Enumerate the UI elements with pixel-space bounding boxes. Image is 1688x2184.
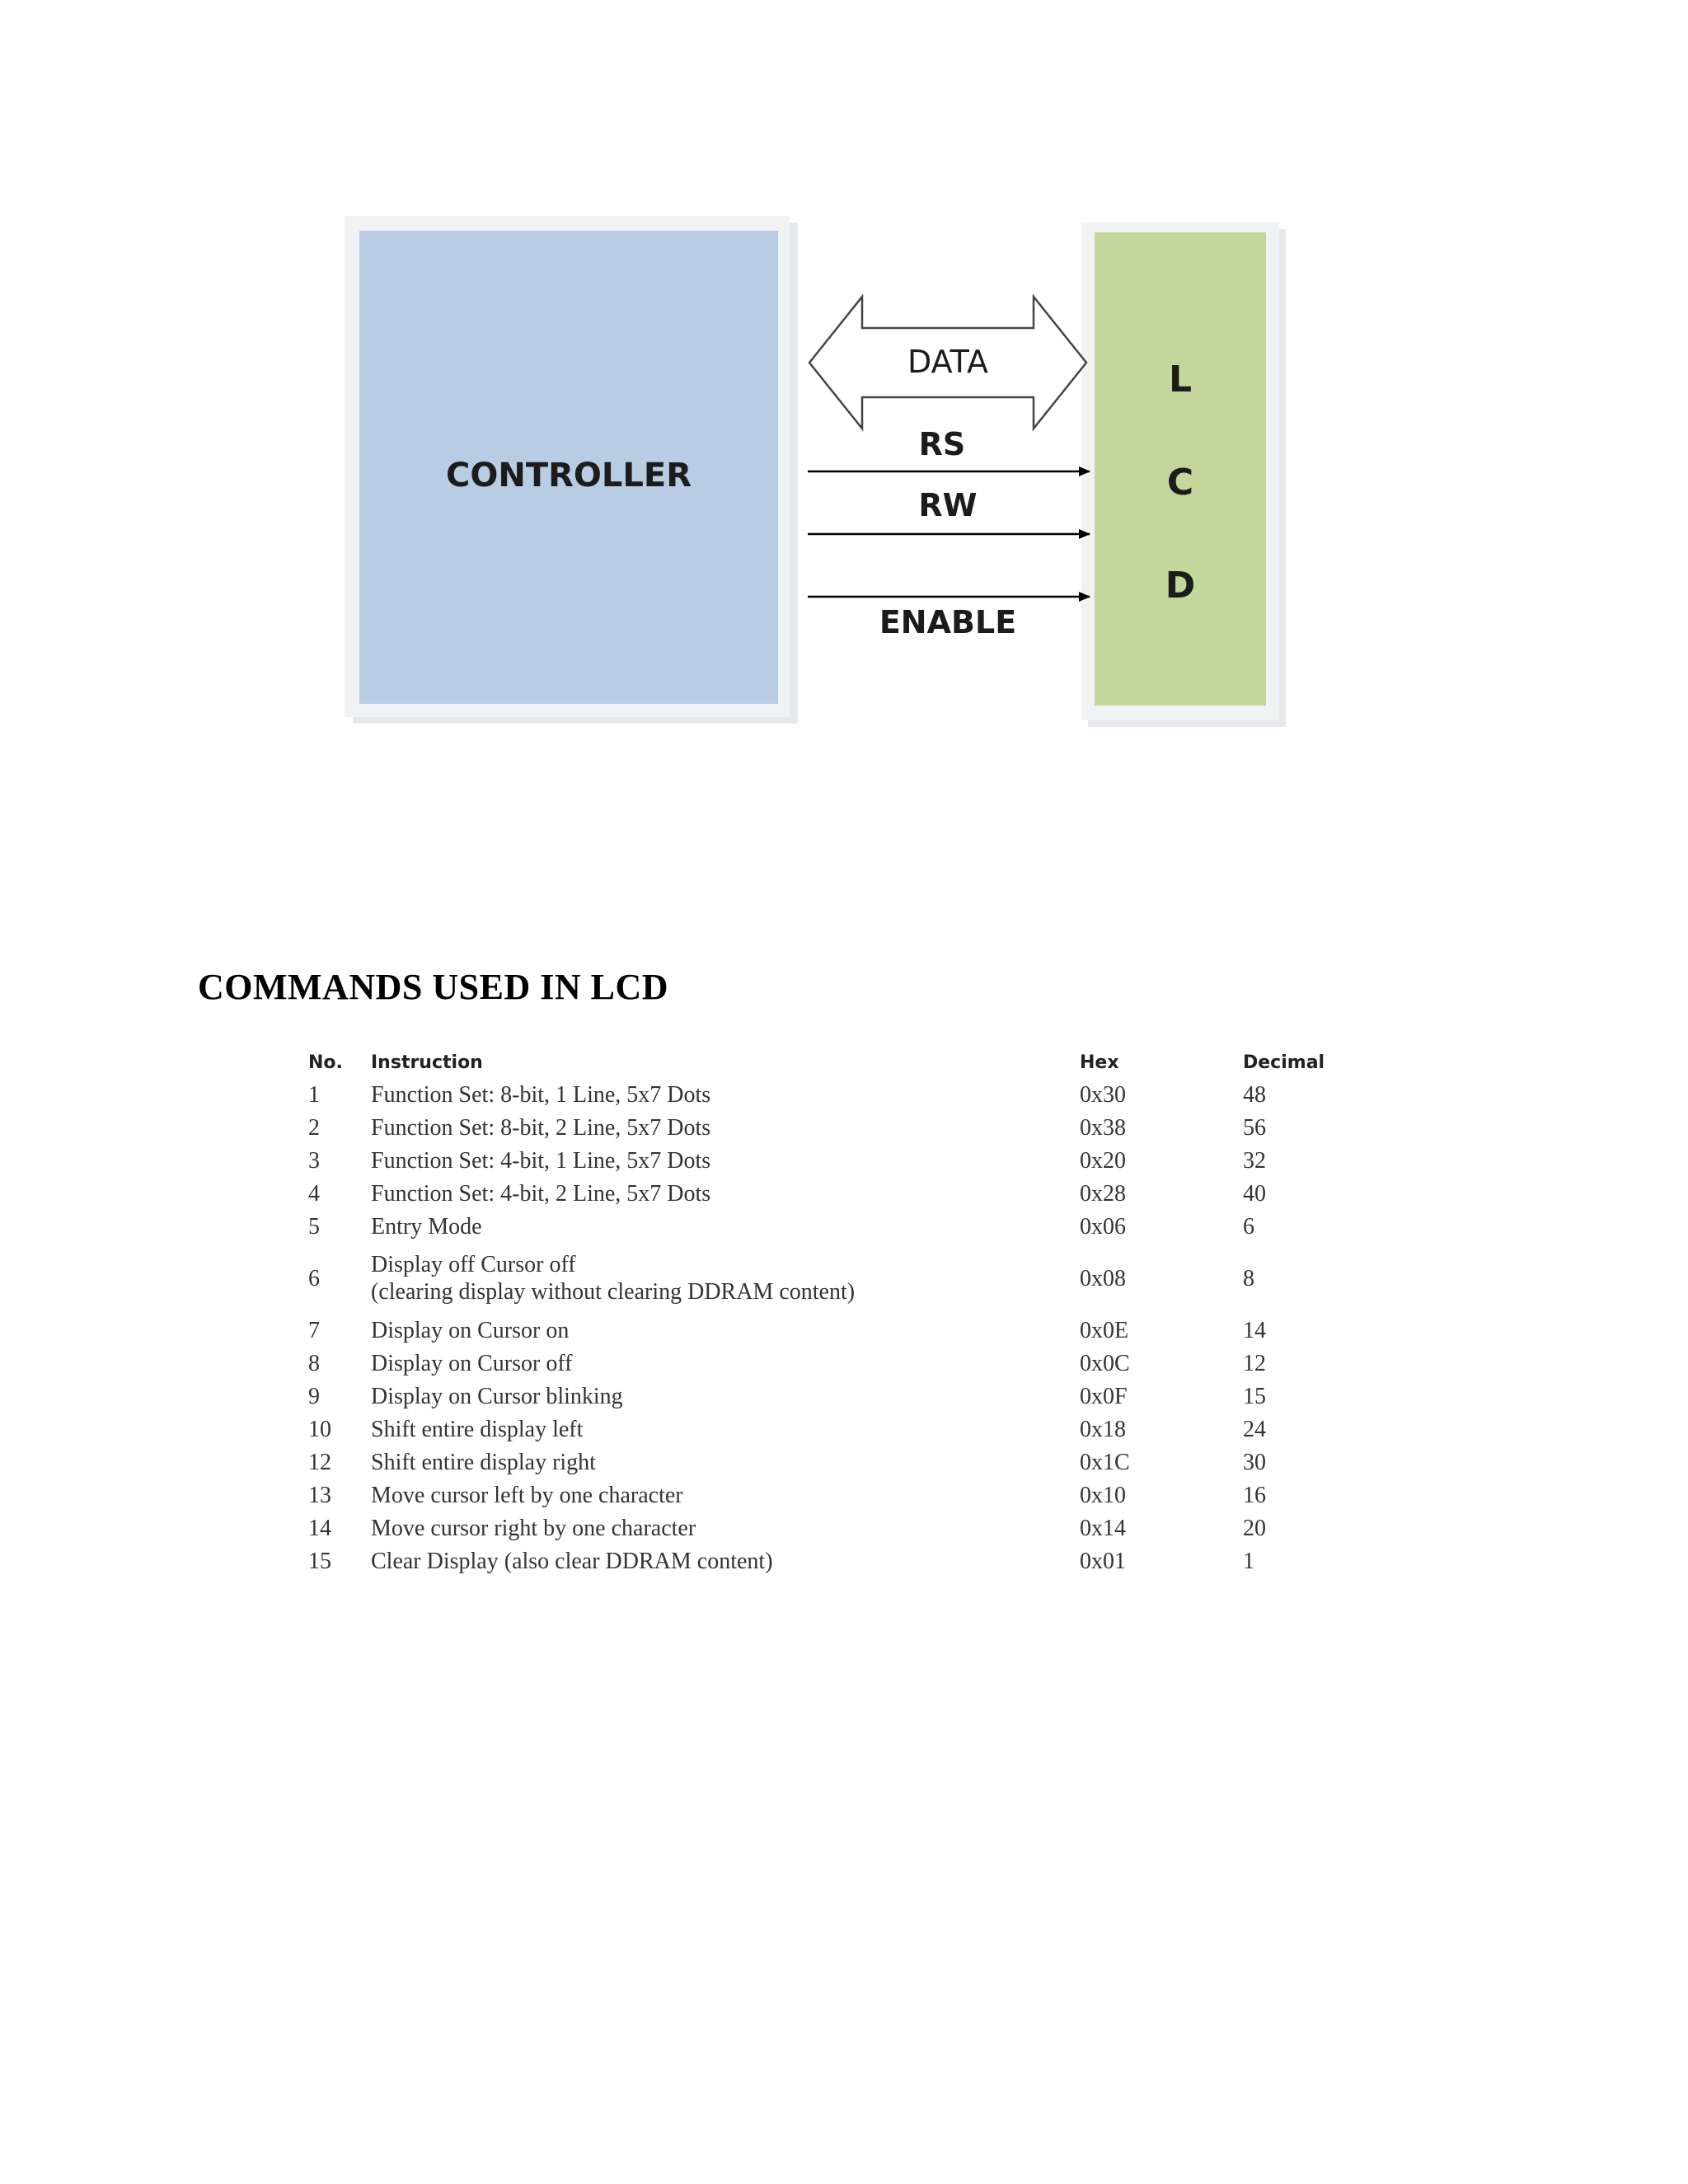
table-row bbox=[305, 1446, 1367, 1479]
table-row bbox=[305, 1144, 1367, 1177]
cell-decimal: 1 bbox=[1243, 1548, 1254, 1574]
cell-instruction: Display off Cursor off (clearing display without clearing DDRAM content) bbox=[371, 1252, 856, 1305]
table-row bbox=[305, 1177, 1367, 1210]
lcd-letter-l: L bbox=[1168, 359, 1193, 401]
cell-no: 3 bbox=[308, 1147, 320, 1174]
lcd-letter-c: C bbox=[1166, 462, 1194, 504]
cell-hex: 0x10 bbox=[1080, 1482, 1126, 1508]
cell-no: 7 bbox=[308, 1317, 320, 1343]
cell-decimal: 15 bbox=[1243, 1383, 1266, 1409]
cell-hex: 0x0F bbox=[1080, 1383, 1128, 1409]
cell-decimal: 30 bbox=[1243, 1449, 1266, 1475]
cell-no: 10 bbox=[308, 1416, 331, 1442]
cell-no: 12 bbox=[308, 1449, 331, 1475]
controller-label: CONTROLLER bbox=[445, 457, 692, 494]
header-hex: Hex bbox=[1080, 1052, 1119, 1073]
header-instruction: Instruction bbox=[371, 1052, 483, 1073]
cell-decimal: 32 bbox=[1243, 1147, 1266, 1174]
cell-instruction: Move cursor right by one character bbox=[371, 1515, 696, 1541]
cell-instruction: Function Set: 8-bit, 1 Line, 5x7 Dots bbox=[371, 1081, 711, 1108]
cell-hex: 0x18 bbox=[1080, 1416, 1126, 1442]
cell-hex: 0x20 bbox=[1080, 1147, 1126, 1174]
cell-hex: 0x08 bbox=[1080, 1265, 1126, 1291]
cell-hex: 0x0E bbox=[1080, 1317, 1129, 1343]
header-no: No. bbox=[308, 1052, 343, 1073]
cell-no: 14 bbox=[308, 1515, 331, 1541]
header-decimal: Decimal bbox=[1243, 1052, 1325, 1073]
table-row bbox=[305, 1111, 1367, 1144]
rw-label: RW bbox=[918, 487, 978, 523]
table-row bbox=[305, 1210, 1367, 1243]
cell-instruction: Display on Cursor off bbox=[371, 1350, 573, 1376]
cell-no: 15 bbox=[308, 1548, 331, 1574]
table-row bbox=[305, 1078, 1367, 1111]
commands-table bbox=[305, 1047, 1367, 1577]
cell-decimal: 48 bbox=[1243, 1081, 1266, 1108]
cell-decimal: 40 bbox=[1243, 1180, 1266, 1207]
cell-hex: 0x38 bbox=[1080, 1114, 1126, 1141]
table-row bbox=[305, 1511, 1367, 1544]
cell-decimal: 20 bbox=[1243, 1515, 1266, 1541]
cell-instruction: Function Set: 4-bit, 2 Line, 5x7 Dots bbox=[371, 1180, 711, 1207]
cell-decimal: 56 bbox=[1243, 1114, 1266, 1141]
table-row bbox=[305, 1479, 1367, 1511]
data-label: DATA bbox=[907, 344, 988, 380]
cell-hex: 0x0C bbox=[1080, 1350, 1130, 1376]
cell-instruction: Function Set: 4-bit, 1 Line, 5x7 Dots bbox=[371, 1147, 711, 1174]
table-row bbox=[305, 1413, 1367, 1446]
cell-hex: 0x30 bbox=[1080, 1081, 1126, 1108]
cell-no: 4 bbox=[308, 1180, 320, 1207]
cell-no: 1 bbox=[308, 1081, 320, 1108]
cell-no: 8 bbox=[308, 1350, 320, 1376]
cell-instruction: Display on Cursor on bbox=[371, 1317, 570, 1343]
cell-instruction: Shift entire display left bbox=[371, 1416, 584, 1442]
cell-instruction: Move cursor left by one character bbox=[371, 1482, 683, 1508]
controller-block bbox=[345, 216, 798, 724]
enable-label: ENABLE bbox=[879, 604, 1017, 640]
table-row bbox=[305, 1380, 1367, 1413]
cell-decimal: 8 bbox=[1243, 1265, 1254, 1291]
lcd-letter-d: D bbox=[1165, 565, 1196, 607]
cell-hex: 0x06 bbox=[1080, 1213, 1126, 1240]
table-row bbox=[305, 1314, 1367, 1347]
cell-instruction: Clear Display (also clear DDRAM content) bbox=[371, 1548, 773, 1574]
lcd-block bbox=[1081, 223, 1286, 727]
cell-instruction: Entry Mode bbox=[371, 1213, 482, 1240]
cell-hex: 0x28 bbox=[1080, 1180, 1126, 1207]
rs-label: RS bbox=[918, 426, 966, 462]
cell-instruction: Shift entire display right bbox=[371, 1449, 596, 1475]
cell-no: 2 bbox=[308, 1114, 320, 1141]
cell-instruction: Function Set: 8-bit, 2 Line, 5x7 Dots bbox=[371, 1114, 711, 1141]
cell-decimal: 6 bbox=[1243, 1213, 1254, 1240]
cell-hex: 0x1C bbox=[1080, 1449, 1130, 1475]
table-row bbox=[305, 1243, 1367, 1314]
cell-hex: 0x14 bbox=[1080, 1515, 1126, 1541]
cell-hex: 0x01 bbox=[1080, 1548, 1126, 1574]
section-heading: COMMANDS USED IN LCD bbox=[198, 967, 669, 1007]
cell-instruction: Display on Cursor blinking bbox=[371, 1383, 623, 1409]
table-header-row bbox=[305, 1047, 1367, 1078]
cell-decimal: 16 bbox=[1243, 1482, 1266, 1508]
cell-decimal: 24 bbox=[1243, 1416, 1266, 1442]
cell-decimal: 14 bbox=[1243, 1317, 1266, 1343]
cell-no: 5 bbox=[308, 1213, 320, 1240]
table-row bbox=[305, 1347, 1367, 1380]
cell-no: 13 bbox=[308, 1482, 331, 1508]
table-row bbox=[305, 1544, 1367, 1577]
cell-decimal: 12 bbox=[1243, 1350, 1266, 1376]
cell-no: 6 bbox=[308, 1265, 320, 1291]
block-diagram bbox=[0, 0, 1688, 824]
cell-no: 9 bbox=[308, 1383, 320, 1409]
